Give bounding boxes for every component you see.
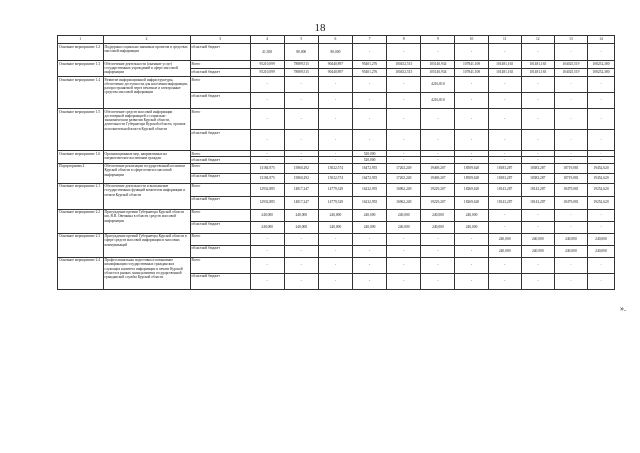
amount-cell: 104025,519 [554, 61, 587, 69]
table-row [58, 44, 615, 61]
amount-cell: - [554, 44, 587, 61]
amount-cell: 13184,975 [250, 163, 284, 173]
funding-source-cell: Всего [190, 183, 250, 196]
amount-cell: 14817,247 [284, 183, 318, 196]
table-row [58, 77, 615, 93]
amount-cell: - [488, 44, 521, 61]
amount-cell: 14817,247 [284, 196, 318, 209]
amount-cell: 240,000 [318, 209, 352, 221]
amount-cell: - [455, 109, 488, 130]
activity-name-cell: Основное мероприятие 2.3 [58, 233, 104, 257]
amount-cell: - [421, 109, 455, 130]
amount-cell: 18719,081 [554, 163, 587, 173]
amount-cell: 12932,885 [250, 183, 284, 196]
amount-cell: - [554, 221, 587, 233]
amount-cell: - [554, 157, 587, 163]
amount-cell: 19229,207 [421, 196, 455, 209]
amount-cell: - [353, 109, 387, 130]
funding-source-cell: областной бюджет [190, 93, 250, 109]
amount-cell: 19252,620 [587, 183, 614, 196]
amount-cell: 16472,955 [353, 163, 387, 173]
column-number-cell: 6 [318, 36, 352, 44]
amount-cell: 12932,885 [250, 196, 284, 209]
column-number-cell: 13 [554, 36, 587, 44]
amount-cell: - [455, 233, 488, 245]
amount-cell: 240,000 [587, 245, 614, 257]
amount-cell: 240,000 [318, 221, 352, 233]
funding-source-cell: областной бюджет [190, 221, 250, 233]
amount-cell: - [521, 221, 554, 233]
activity-description-cell: Обеспечение средств массовой информации достоверной информацией о социально-экономическом развитии Курской области, деятельности Губернатора Курской области, органов исполнительной власти Курской области [103, 109, 190, 151]
amount-cell: 101481,165 [521, 61, 554, 69]
amount-cell: 78889,515 [284, 69, 318, 77]
column-number-cell: 2 [103, 36, 190, 44]
funding-source-cell: Всего [190, 151, 250, 157]
activity-description-cell: Присуждение премий Губернатора Курской области в сфере средств массовой информации и массовых коммуникаций [103, 233, 190, 257]
activity-description-cell: Организационные мер, направленные на патриотическое воспитание граждан [103, 151, 190, 164]
amount-cell: - [250, 93, 284, 109]
amount-cell: - [387, 245, 421, 257]
amount-cell: 107841,108 [455, 69, 488, 77]
amount-cell: 520,000 [353, 157, 387, 163]
amount-cell: 18143,287 [521, 196, 554, 209]
amount-cell: - [421, 273, 455, 289]
amount-cell: - [521, 93, 554, 109]
amount-cell: - [250, 77, 284, 93]
table-row [58, 209, 615, 221]
funding-source-cell: областной бюджет [190, 245, 250, 257]
amount-cell: - [455, 77, 488, 93]
column-number-cell: 5 [284, 36, 318, 44]
activity-description-cell: Профессиональная подготовка и повышение квалификации государственных гражданских служащих комитета информации и печати Курской области в рамках плана развития государственной гражданской службы Курской области [103, 257, 190, 289]
amount-cell: - [353, 273, 387, 289]
amount-cell: - [521, 151, 554, 157]
amount-cell: 14779,329 [318, 183, 352, 196]
amount-cell: 18269,620 [455, 183, 488, 196]
amount-cell: - [318, 233, 352, 245]
amount-cell: 240,000 [250, 209, 284, 221]
amount-cell: - [488, 93, 521, 109]
funding-source-cell: областной бюджет [190, 173, 250, 183]
amount-cell: - [587, 157, 614, 163]
table-row [58, 163, 615, 173]
amount-cell: 240,000 [421, 221, 455, 233]
amount-cell: 19252,620 [587, 196, 614, 209]
amount-cell: - [554, 93, 587, 109]
amount-cell: 100452,515 [387, 61, 421, 69]
activity-name-cell: Основное мероприятие 2.4 [58, 257, 104, 289]
amount-cell: - [387, 273, 421, 289]
amount-cell: - [455, 151, 488, 157]
amount-cell: - [521, 157, 554, 163]
column-number-cell: 9 [421, 36, 455, 44]
amount-cell: 240,000 [387, 209, 421, 221]
amount-cell: 90440,897 [318, 61, 352, 69]
amount-cell: 18509,620 [455, 173, 488, 183]
amount-cell: 16232,955 [353, 183, 387, 196]
amount-cell: - [284, 77, 318, 93]
amount-cell: 520,000 [353, 151, 387, 157]
activity-name-cell: Основное мероприятие 1.4 [58, 77, 104, 109]
amount-cell: - [250, 157, 284, 163]
amount-cell: 108252,380 [587, 69, 614, 77]
amount-cell: 240,000 [488, 245, 521, 257]
amount-cell: - [353, 44, 387, 61]
amount-cell: - [488, 109, 521, 130]
amount-cell: 240,000 [353, 221, 387, 233]
funding-source-cell: Всего [190, 209, 250, 221]
amount-cell: 19469,207 [421, 173, 455, 183]
funding-source-cell: Всего [190, 77, 250, 93]
amount-cell: - [587, 257, 614, 273]
amount-cell: 240,000 [488, 233, 521, 245]
amount-cell: 240,000 [554, 245, 587, 257]
column-number-cell: 14 [587, 36, 614, 44]
column-number-cell: 8 [387, 36, 421, 44]
amount-cell: - [284, 151, 318, 157]
amount-cell: 15022,574 [318, 173, 352, 183]
amount-cell: 95401,276 [353, 69, 387, 77]
amount-cell: - [387, 77, 421, 93]
table-row [58, 183, 615, 196]
amount-cell: 100452,515 [387, 69, 421, 77]
amount-cell: 18509,620 [455, 163, 488, 173]
amount-cell: 80,000 [318, 44, 352, 61]
amount-cell: 18183,287 [488, 173, 521, 183]
budget-table-sheet [57, 35, 615, 290]
amount-cell: 240,000 [554, 233, 587, 245]
amount-cell: - [284, 93, 318, 109]
amount-cell: - [488, 209, 521, 221]
table-row [58, 233, 615, 245]
amount-cell: 240,000 [421, 209, 455, 221]
activity-name-cell: Основное мероприятие 1.6 [58, 151, 104, 164]
amount-cell: - [353, 130, 387, 151]
table-row [58, 257, 615, 273]
amount-cell: - [455, 44, 488, 61]
amount-cell: - [488, 221, 521, 233]
activity-name-cell: Основное мероприятие 1.5 [58, 109, 104, 151]
amount-cell: 240,000 [455, 209, 488, 221]
amount-cell: 19229,207 [421, 183, 455, 196]
amount-cell: 18719,081 [554, 173, 587, 183]
amount-cell: - [488, 273, 521, 289]
amount-cell: - [284, 157, 318, 163]
amount-cell: 18479,081 [554, 183, 587, 196]
activity-description-cell: Поддержка социально значимых проектов в средствах массовой информации [103, 44, 190, 61]
amount-cell: 18143,287 [521, 183, 554, 196]
activity-name-cell: Подпрограмма 2 [58, 163, 104, 183]
funding-source-cell: Всего [190, 109, 250, 130]
amount-cell: - [421, 245, 455, 257]
amount-cell: 13184,975 [250, 173, 284, 183]
amount-cell: - [554, 109, 587, 130]
amount-cell: - [521, 130, 554, 151]
activity-name-cell: Основное мероприятие 1.3 [58, 61, 104, 77]
amount-cell: - [421, 157, 455, 163]
amount-cell: 240,000 [284, 221, 318, 233]
amount-cell: 95401,276 [353, 61, 387, 69]
amount-cell: - [284, 233, 318, 245]
column-number-cell: 4 [250, 36, 284, 44]
activity-name-cell: Основное мероприятие 1.2 [58, 44, 104, 61]
amount-cell: 18383,287 [521, 163, 554, 173]
table-row [58, 109, 615, 130]
amount-cell: - [587, 221, 614, 233]
amount-cell: - [387, 93, 421, 109]
amount-cell: - [318, 151, 352, 157]
page-number: 18 [314, 22, 326, 34]
amount-cell: 18383,287 [521, 173, 554, 183]
amount-cell: - [250, 245, 284, 257]
amount-cell: 4216,810 [421, 77, 455, 93]
amount-cell: - [554, 151, 587, 157]
activity-description-cell: Обеспечение деятельности и выполнение государственных функций комитетом информации и печати Курской области [103, 183, 190, 209]
amount-cell: - [488, 257, 521, 273]
amount-cell: - [421, 44, 455, 61]
amount-cell: 240,000 [455, 221, 488, 233]
amount-cell: 240,000 [250, 221, 284, 233]
funding-source-cell: Всего [190, 257, 250, 273]
amount-cell: - [284, 257, 318, 273]
funding-source-cell: областной бюджет [190, 130, 250, 151]
amount-cell: 16232,955 [353, 196, 387, 209]
amount-cell: 15860,292 [284, 163, 318, 173]
amount-cell: - [353, 233, 387, 245]
amount-cell: 240,000 [284, 209, 318, 221]
amount-cell: - [353, 257, 387, 273]
amount-cell: 17202,249 [387, 163, 421, 173]
amount-cell: 19452,620 [587, 173, 614, 183]
amount-cell: 18479,081 [554, 196, 587, 209]
activity-description-cell: Присуждение премии Губернатора Курской области им. В.В. Овечкина в области средств массовой информации [103, 209, 190, 233]
table-body [58, 36, 615, 290]
amount-cell: - [421, 151, 455, 157]
amount-cell: 15022,574 [318, 163, 352, 173]
amount-cell: - [318, 245, 352, 257]
amount-cell: - [554, 257, 587, 273]
funding-source-cell: Всего [190, 61, 250, 69]
amount-cell: - [353, 245, 387, 257]
amount-cell: - [587, 109, 614, 130]
amount-cell: - [250, 151, 284, 157]
amount-cell: 15860,292 [284, 173, 318, 183]
amount-cell: 105140,934 [421, 69, 455, 77]
amount-cell: 17202,249 [387, 173, 421, 183]
amount-cell: - [353, 77, 387, 93]
amount-cell: - [587, 209, 614, 221]
amount-cell: - [250, 257, 284, 273]
amount-cell: - [387, 257, 421, 273]
amount-cell: 18143,287 [488, 183, 521, 196]
amount-cell: - [554, 130, 587, 151]
amount-cell: - [587, 130, 614, 151]
amount-cell: - [554, 77, 587, 93]
amount-cell: - [587, 273, 614, 289]
amount-cell: - [387, 109, 421, 130]
funding-source-cell: областной бюджет [190, 69, 250, 77]
amount-cell: - [318, 109, 352, 130]
amount-cell: - [250, 130, 284, 151]
amount-cell: - [587, 93, 614, 109]
amount-cell: 240,000 [387, 221, 421, 233]
amount-cell: - [318, 257, 352, 273]
column-number-row [58, 36, 615, 44]
column-number-cell: 1 [58, 36, 104, 44]
amount-cell: - [521, 44, 554, 61]
amount-cell: 16962,249 [387, 183, 421, 196]
amount-cell: 19469,207 [421, 163, 455, 173]
amount-cell: - [421, 257, 455, 273]
amount-cell: - [250, 273, 284, 289]
amount-cell: 18183,287 [488, 163, 521, 173]
amount-cell: - [387, 44, 421, 61]
amount-cell: - [318, 273, 352, 289]
amount-cell: - [455, 257, 488, 273]
amount-cell: 240,000 [521, 233, 554, 245]
amount-cell: 240,000 [353, 209, 387, 221]
amount-cell: - [554, 209, 587, 221]
column-number-cell: 10 [455, 36, 488, 44]
amount-cell: - [521, 209, 554, 221]
amount-cell: - [318, 130, 352, 151]
amount-cell: 18269,620 [455, 196, 488, 209]
amount-cell: 14779,329 [318, 196, 352, 209]
amount-cell: - [387, 151, 421, 157]
funding-source-cell: Всего [190, 233, 250, 245]
amount-cell: - [521, 257, 554, 273]
funding-source-cell: областной бюджет [190, 273, 250, 289]
amount-cell: - [318, 157, 352, 163]
amount-cell: 78889,515 [284, 61, 318, 69]
funding-source-cell: областной бюджет [190, 44, 250, 61]
column-number-cell: 7 [353, 36, 387, 44]
amount-cell: - [488, 130, 521, 151]
amount-cell: 240,000 [521, 245, 554, 257]
amount-cell: 101481,165 [488, 69, 521, 77]
amount-cell: - [353, 93, 387, 109]
amount-cell: - [284, 130, 318, 151]
activity-name-cell: Основное мероприятие 2.2 [58, 209, 104, 233]
column-number-cell: 11 [488, 36, 521, 44]
amount-cell: 104025,519 [554, 69, 587, 77]
amount-cell: - [387, 157, 421, 163]
amount-cell: - [455, 93, 488, 109]
amount-cell: - [387, 130, 421, 151]
amount-cell: - [455, 273, 488, 289]
amount-cell: 95210,099 [250, 69, 284, 77]
amount-cell: - [284, 245, 318, 257]
activity-description-cell: Развитие информационной инфраструктуры, обеспечение доступности для населения информации, распространяемой через печатные и электронные средства массовой информации [103, 77, 190, 109]
amount-cell: - [587, 151, 614, 157]
amount-cell: - [455, 245, 488, 257]
amount-cell: 107841,108 [455, 61, 488, 69]
amount-cell: - [387, 233, 421, 245]
funding-source-cell: Всего [190, 163, 250, 173]
amount-cell: 4216,810 [421, 93, 455, 109]
amount-cell: - [521, 77, 554, 93]
activity-name-cell: Основное мероприятие 2.1 [58, 183, 104, 209]
amount-cell: - [521, 109, 554, 130]
table-row [58, 61, 615, 69]
amount-cell: - [488, 157, 521, 163]
amount-cell: 240,000 [587, 233, 614, 245]
amount-cell: 16962,249 [387, 196, 421, 209]
amount-cell: - [587, 77, 614, 93]
amount-cell: 90440,897 [318, 69, 352, 77]
amount-cell: - [284, 109, 318, 130]
amount-cell: 108252,380 [587, 61, 614, 69]
amount-cell: 80,000 [284, 44, 318, 61]
amount-cell: - [318, 93, 352, 109]
amount-cell: - [318, 77, 352, 93]
amount-cell: - [455, 130, 488, 151]
funding-source-cell: областной бюджет [190, 157, 250, 163]
amount-cell: - [521, 273, 554, 289]
column-number-cell: 12 [521, 36, 554, 44]
amount-cell: 19452,620 [587, 163, 614, 173]
amount-cell: 101481,165 [488, 61, 521, 69]
amount-cell: - [421, 233, 455, 245]
amount-cell: - [250, 233, 284, 245]
amount-cell: - [421, 130, 455, 151]
amount-cell: - [284, 273, 318, 289]
amount-cell: - [455, 157, 488, 163]
amount-cell: 16472,955 [353, 173, 387, 183]
closing-quote: ». [620, 304, 626, 313]
amount-cell: - [250, 109, 284, 130]
amount-cell: 105140,934 [421, 61, 455, 69]
amount-cell: 101481,165 [521, 69, 554, 77]
amount-cell: - [488, 77, 521, 93]
amount-cell: 41,300 [250, 44, 284, 61]
activity-description-cell: Обеспечение реализации государственной политики Курской области в сфере печати и массовой информации [103, 163, 190, 183]
amount-cell: - [554, 273, 587, 289]
budget-table [57, 35, 615, 290]
column-number-cell: 3 [190, 36, 250, 44]
funding-source-cell: областной бюджет [190, 196, 250, 209]
amount-cell: 18143,287 [488, 196, 521, 209]
amount-cell: - [488, 151, 521, 157]
amount-cell: - [587, 44, 614, 61]
activity-description-cell: Обеспечение деятельности (оказание услуг) государственных учреждений в сфере массовой информации [103, 61, 190, 77]
amount-cell: 95210,099 [250, 61, 284, 69]
